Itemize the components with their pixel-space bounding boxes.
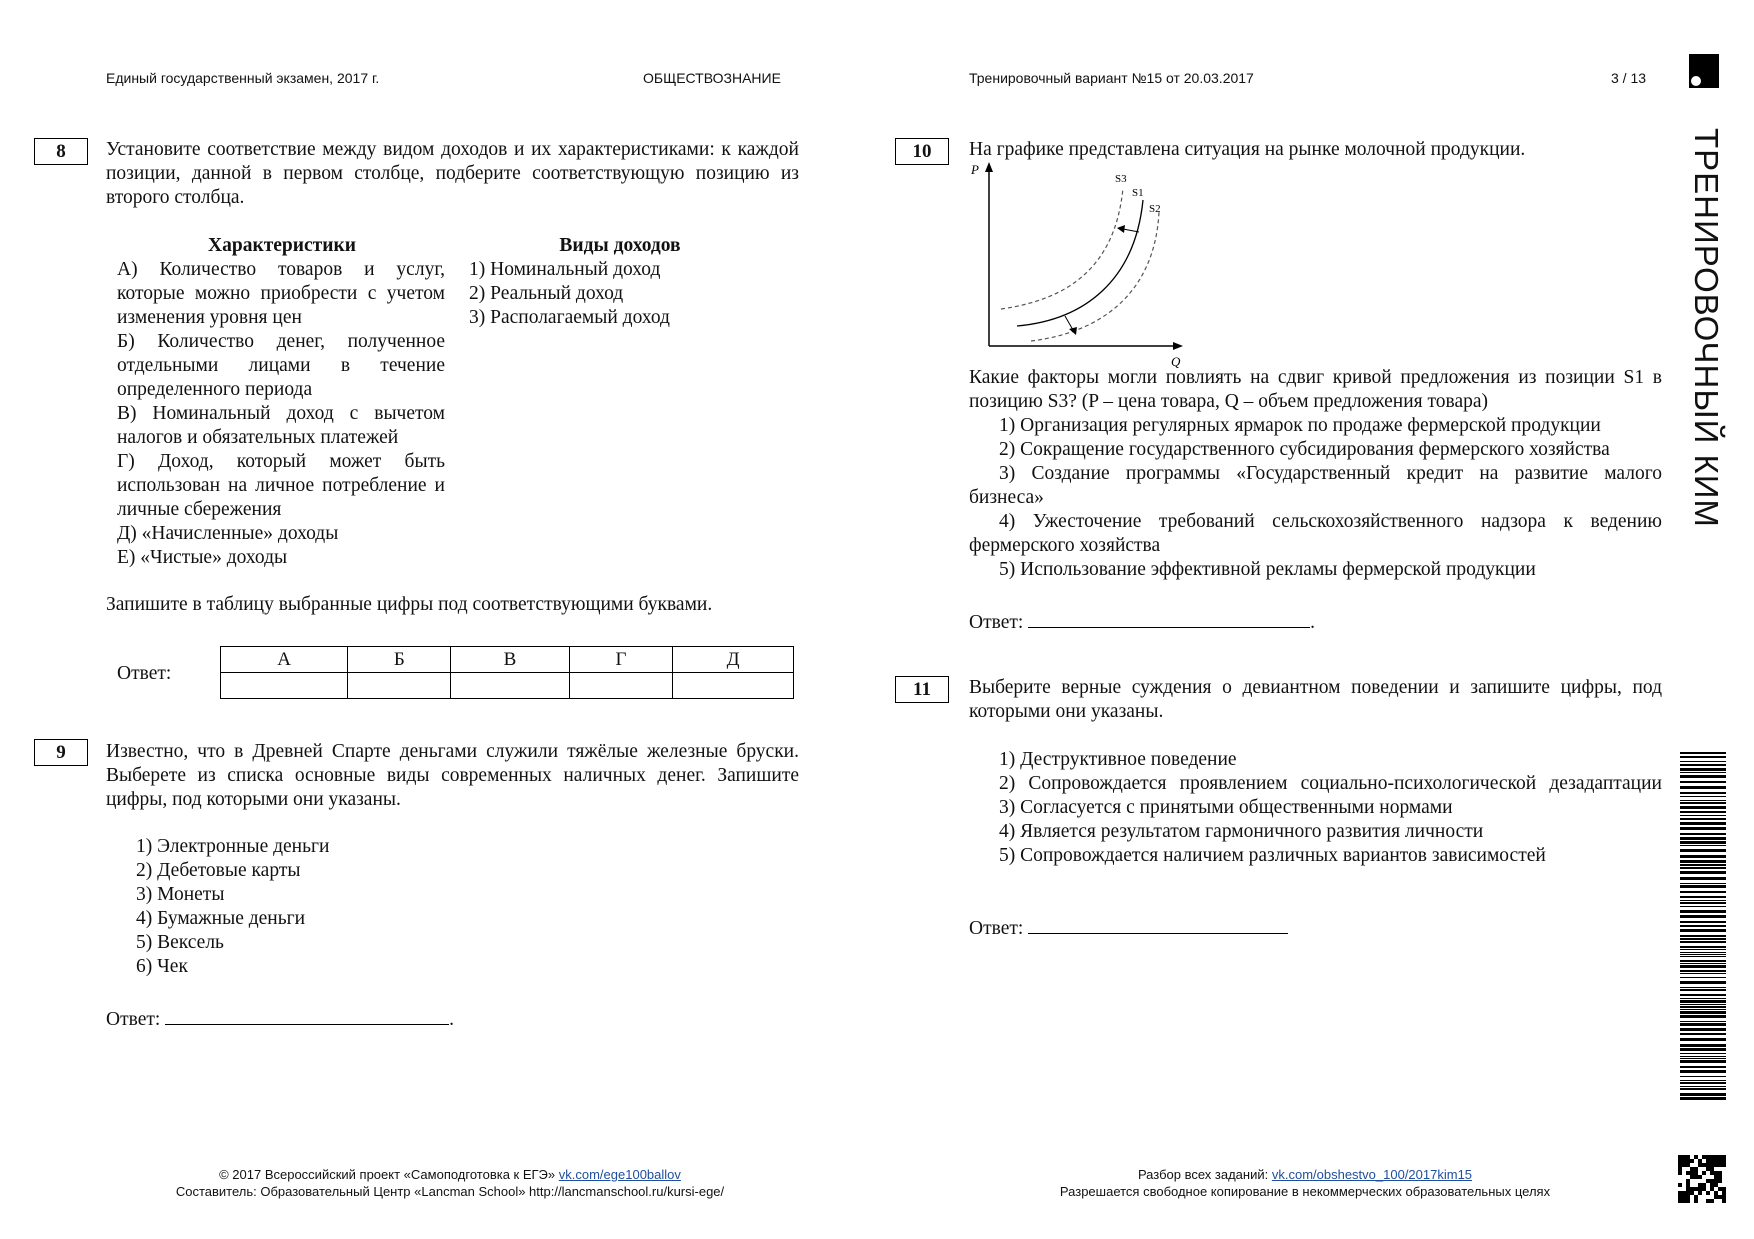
income-type: 2) Реальный доход [469,283,624,304]
answer-cell[interactable] [348,673,451,699]
question-8-number: 8 [34,138,88,165]
label-s3: S3 [1115,173,1127,185]
option: 1) Деструктивное поведение [999,749,1237,770]
question-11-text: Выберите верные суждения о девиантном поведении и запишите цифры, под которыми они указаны. [969,677,1662,722]
footer-link-analysis[interactable]: vk.com/obshestvo_100/2017kim15 [1271,1167,1473,1182]
question-8-text: Установите соответствие между видом доходов и их характеристиками: к каждой позиции, данной в первом столбце, подберите соответствующую позицию из второго столбца. [106,139,799,208]
question-9-options [136,835,329,979]
income-type: 1) Номинальный доход [469,259,661,280]
footer-copyright: © 2017 Всероссийский проект «Самоподготовка к ЕГЭ» [219,1167,556,1182]
option: 6) Чек [136,956,188,977]
answer-label: Ответ: [969,612,1024,633]
footer-left [60,1166,840,1200]
question-10-number: 10 [895,138,949,165]
answer-field[interactable] [1028,915,1288,934]
footer-copy-notice: Разрешается свободное копирование в некоммерческих образовательных целях [1059,1184,1551,1199]
question-10-options [969,414,1662,582]
question-8-instruction: Запишите в таблицу выбранные цифры под соответствующими буквами. [106,594,713,615]
answer-table-header: А [221,647,348,673]
curve-s3 [1001,188,1123,309]
footer-analysis-label: Разбор всех заданий: [1137,1167,1269,1182]
label-s1: S1 [1132,187,1144,199]
option: 2) Сокращение государственного субсидирования фермерского хозяйства [999,439,1610,460]
col-income-types-title: Виды доходов [559,235,681,256]
header-variant: Тренировочный вариант №15 от 20.03.2017 [969,70,1254,86]
curve-s2 [1031,212,1159,341]
answer-table-header: Г [569,647,673,673]
footer-author: Составитель: Образовательный Центр «Lancman School» http://lancmanschool.ru/kursi-ege/ [175,1184,725,1199]
footer-link-ege100ballov[interactable]: vk.com/ege100ballov [558,1167,681,1182]
question-10-question: Какие факторы могли повлиять на сдвиг кривой предложения из позиции S1 в позицию S3? (P – цена товара, Q – объем предложения товара) [969,367,1662,412]
option: 3) Монеты [136,884,225,905]
shift-arrow-left [1123,229,1139,232]
income-type: 3) Располагаемый доход [469,307,670,328]
q-axis-arrow-icon [1173,342,1183,350]
answer-cell[interactable] [451,673,569,699]
label-s2: S2 [1149,203,1161,215]
answer-cell[interactable] [221,673,348,699]
characteristics-list [117,258,445,570]
option: 3) Согласуется с принятыми общественными нормами [999,797,1453,818]
option-text: 2) Сопровождается проявлением социально-психологической дезадаптации [999,773,1662,794]
option: 3) Создание программы «Государственный кредит на развитие малого бизнеса» [969,463,1662,508]
answer-table [220,646,794,699]
option: 5) Вексель [136,932,224,953]
option: 5) Сопровождается наличием различных вариантов зависимостей [999,845,1546,866]
answer-table-header: Д [673,647,794,673]
option: 4) Бумажные деньги [136,908,306,929]
characteristic-g: Г) Доход, который может быть использован на личное потребление и личные сбережения [117,451,445,520]
arrow-left-icon [1117,225,1125,233]
option: 1) Электронные деньги [136,836,330,857]
option: 4) Ужесточение требований сельскохозяйственного надзора к ведению фермерского хозяйства [969,511,1662,556]
answer-table-header: В [451,647,569,673]
characteristic-e: Е) «Чистые» доходы [117,547,288,568]
page-number: 3 / 13 [1611,70,1647,86]
q-axis-label: Q [1171,354,1181,369]
answer-field[interactable] [1028,609,1310,628]
option [969,772,1662,796]
characteristic-a: А) Количество товаров и услуг, которые можно приобрести с учетом изменения уровня цен [117,259,445,328]
logo-square-icon [1689,54,1719,88]
p-axis-label: P [971,162,979,177]
answer-cell[interactable] [673,673,794,699]
col-characteristics-title: Характеристики [208,235,356,256]
question-9-number: 9 [34,739,88,766]
barcode-icon [1680,752,1726,1102]
question-9-text: Известно, что в Древней Спарте деньгами служили тяжёлые железные бруски. Выберете из списка основные виды современных наличных денег. Запишите цифры, под которыми они указаны. [106,741,799,810]
answer-label: Ответ: [106,1009,161,1030]
answer-label: Ответ: [969,918,1024,939]
footer-right [955,1166,1655,1200]
answer-cell[interactable] [569,673,673,699]
option: 2) Дебетовые карты [136,860,301,881]
supply-graph [965,160,1195,370]
question-11-answer [969,915,1288,941]
income-types-list [469,258,670,330]
answer-period: . [449,1009,455,1030]
question-11-options [969,748,1662,868]
option: 5) Использование эффективной рекламы фермерской продукции [999,559,1536,580]
option: 1) Организация регулярных ярмарок по продаже фермерской продукции [999,415,1601,436]
characteristic-d: Д) «Начисленные» доходы [117,523,339,544]
question-10-text: На графике представлена ситуация на рынке молочной продукции. [969,139,1526,160]
answer-field[interactable] [165,1006,449,1025]
header-exam-title: Единый государственный экзамен, 2017 г. [106,70,380,86]
side-title: ТРЕНИРОВОЧНЫЙ КИМ [1688,128,1725,528]
answer-period: . [1310,612,1316,633]
p-axis-arrow-icon [985,162,993,172]
answer-label: Ответ: [117,663,172,684]
characteristic-v: В) Номинальный доход с вычетом налогов и обязательных платежей [117,403,445,448]
answer-table-header: Б [348,647,451,673]
question-10-answer [969,609,1315,635]
arrow-down-icon [1069,327,1077,335]
option: 4) Является результатом гармоничного развития личности [999,821,1484,842]
question-11-number: 11 [895,676,949,703]
characteristic-b: Б) Количество денег, полученное отдельными лицами в течение определенного периода [117,331,445,400]
shift-arrow-down [1065,316,1073,330]
qr-code-icon [1678,1154,1726,1204]
curve-s1 [1017,200,1143,326]
header-subject: ОБЩЕСТВОЗНАНИЕ [643,70,781,86]
question-9-answer [106,1006,454,1032]
